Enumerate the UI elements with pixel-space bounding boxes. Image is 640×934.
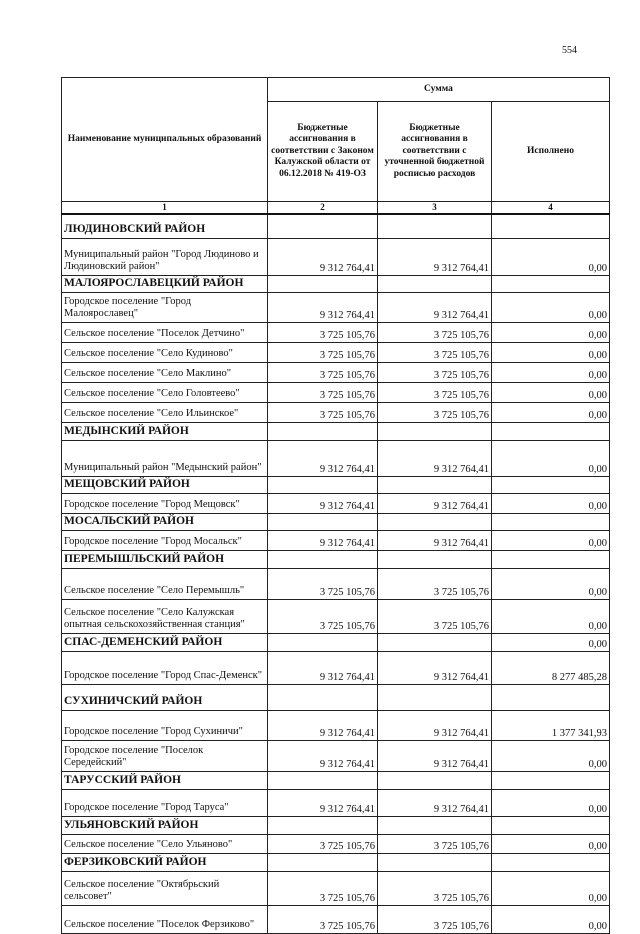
row-name-cell: Городское поселение "Город Спас-Деменск" <box>62 651 268 684</box>
law-allocation-cell: 9 312 764,41 <box>268 238 378 275</box>
revised-allocation-cell <box>378 633 492 651</box>
executed-cell: 0,00 <box>492 342 610 362</box>
row-name-cell: МАЛОЯРОСЛАВЕЦКИЙ РАЙОН <box>62 275 268 292</box>
revised-allocation-cell: 9 312 764,41 <box>378 493 492 513</box>
district-row <box>62 422 610 440</box>
revised-allocation-cell: 3 725 105,76 <box>378 342 492 362</box>
law-allocation-cell <box>268 816 378 834</box>
row-name-cell: Сельское поселение "Село Ульяново" <box>62 834 268 853</box>
table-row <box>62 493 610 513</box>
budget-table <box>61 77 610 934</box>
revised-allocation-cell <box>378 853 492 871</box>
law-allocation-cell: 9 312 764,41 <box>268 440 378 476</box>
law-allocation-cell: 9 312 764,41 <box>268 740 378 771</box>
table-row <box>62 905 610 933</box>
law-allocation-cell <box>268 476 378 493</box>
law-allocation-cell: 3 725 105,76 <box>268 382 378 402</box>
row-name-cell: МЕЩОВСКИЙ РАЙОН <box>62 476 268 493</box>
revised-allocation-cell <box>378 550 492 568</box>
row-name-cell: Сельское поселение "Село Маклино" <box>62 362 268 382</box>
district-row <box>62 476 610 493</box>
revised-allocation-cell: 3 725 105,76 <box>378 834 492 853</box>
district-row <box>62 550 610 568</box>
row-name-cell: Сельское поселение "Село Перемышль" <box>62 568 268 599</box>
district-row <box>62 275 610 292</box>
revised-allocation-cell <box>378 422 492 440</box>
revised-allocation-cell: 9 312 764,41 <box>378 530 492 550</box>
law-allocation-cell <box>268 513 378 530</box>
row-name-cell: Городское поселение "Город Мосальск" <box>62 530 268 550</box>
law-allocation-cell: 9 312 764,41 <box>268 651 378 684</box>
table-row <box>62 292 610 322</box>
row-name-cell: Городское поселение "Город Мещовск" <box>62 493 268 513</box>
row-name-cell: Городское поселение "Город Сухиничи" <box>62 710 268 740</box>
executed-cell: 0,00 <box>492 633 610 651</box>
district-row <box>62 633 610 651</box>
row-name-cell: Сельское поселение "Село Калужская опытная сельскохозяйственная станция" <box>62 599 268 633</box>
law-allocation-cell: 9 312 764,41 <box>268 789 378 816</box>
row-name-cell: Городское поселение "Город Малоярославец" <box>62 292 268 322</box>
executed-cell: 0,00 <box>492 834 610 853</box>
law-allocation-cell: 3 725 105,76 <box>268 568 378 599</box>
revised-allocation-cell: 3 725 105,76 <box>378 905 492 933</box>
revised-allocation-cell: 3 725 105,76 <box>378 568 492 599</box>
row-name-cell: Муниципальный район "Город Людиново и Людиновский район" <box>62 238 268 275</box>
revised-allocation-cell: 9 312 764,41 <box>378 651 492 684</box>
row-name-cell: МОСАЛЬСКИЙ РАЙОН <box>62 513 268 530</box>
revised-allocation-cell: 9 312 764,41 <box>378 238 492 275</box>
law-allocation-cell: 3 725 105,76 <box>268 322 378 342</box>
row-name-cell: Сельское поселение "Село Кудиново" <box>62 342 268 362</box>
table-row <box>62 238 610 275</box>
law-allocation-cell <box>268 853 378 871</box>
page-number: 554 <box>562 45 577 56</box>
table-row <box>62 599 610 633</box>
revised-allocation-cell <box>378 513 492 530</box>
executed-cell <box>492 275 610 292</box>
law-allocation-cell: 3 725 105,76 <box>268 905 378 933</box>
law-allocation-cell: 3 725 105,76 <box>268 834 378 853</box>
table-row <box>62 342 610 362</box>
column-index-2: 2 <box>268 202 378 215</box>
revised-allocation-cell <box>378 816 492 834</box>
row-name-cell: Сельское поселение "Октябрьский сельсовет" <box>62 871 268 905</box>
executed-cell: 8 277 485,28 <box>492 651 610 684</box>
revised-allocation-cell: 9 312 764,41 <box>378 710 492 740</box>
executed-cell: 0,00 <box>492 440 610 476</box>
table-row <box>62 382 610 402</box>
district-row <box>62 816 610 834</box>
executed-cell: 0,00 <box>492 871 610 905</box>
revised-allocation-cell: 3 725 105,76 <box>378 871 492 905</box>
executed-cell: 0,00 <box>492 905 610 933</box>
executed-cell: 0,00 <box>492 292 610 322</box>
executed-cell <box>492 422 610 440</box>
law-allocation-cell: 3 725 105,76 <box>268 342 378 362</box>
column-header-law-allocation: Бюджетные ассигнования в соответствии с Законом Калужской области от 06.12.2018 № 419-ОЗ <box>268 102 378 202</box>
table-row <box>62 440 610 476</box>
law-allocation-cell <box>268 771 378 789</box>
revised-allocation-cell: 9 312 764,41 <box>378 440 492 476</box>
law-allocation-cell: 3 725 105,76 <box>268 599 378 633</box>
table-body <box>62 214 610 933</box>
executed-cell <box>492 476 610 493</box>
revised-allocation-cell <box>378 275 492 292</box>
revised-allocation-cell: 9 312 764,41 <box>378 789 492 816</box>
row-name-cell: Муниципальный район "Медынский район" <box>62 440 268 476</box>
revised-allocation-cell: 9 312 764,41 <box>378 740 492 771</box>
table-row <box>62 568 610 599</box>
district-row <box>62 513 610 530</box>
law-allocation-cell: 9 312 764,41 <box>268 493 378 513</box>
district-row <box>62 771 610 789</box>
row-name-cell: ЛЮДИНОВСКИЙ РАЙОН <box>62 214 268 238</box>
executed-cell: 0,00 <box>492 568 610 599</box>
law-allocation-cell <box>268 214 378 238</box>
law-allocation-cell: 3 725 105,76 <box>268 362 378 382</box>
district-row <box>62 684 610 710</box>
law-allocation-cell: 3 725 105,76 <box>268 871 378 905</box>
table-row <box>62 710 610 740</box>
executed-cell <box>492 550 610 568</box>
table-row <box>62 362 610 382</box>
row-name-cell: МЕДЫНСКИЙ РАЙОН <box>62 422 268 440</box>
row-name-cell: Сельское поселение "Поселок Детчино" <box>62 322 268 342</box>
revised-allocation-cell: 3 725 105,76 <box>378 382 492 402</box>
revised-allocation-cell <box>378 214 492 238</box>
revised-allocation-cell <box>378 771 492 789</box>
table-row <box>62 322 610 342</box>
executed-cell: 0,00 <box>492 530 610 550</box>
row-name-cell: Сельское поселение "Село Ильинское" <box>62 402 268 422</box>
column-header-revised-allocation: Бюджетные ассигнования в соответствии с уточненной бюджетной росписью расходов <box>378 102 492 202</box>
law-allocation-cell <box>268 633 378 651</box>
law-allocation-cell: 9 312 764,41 <box>268 710 378 740</box>
law-allocation-cell <box>268 275 378 292</box>
executed-cell: 0,00 <box>492 362 610 382</box>
table-row <box>62 834 610 853</box>
executed-cell <box>492 816 610 834</box>
executed-cell: 0,00 <box>492 789 610 816</box>
column-header-sum: Сумма <box>268 78 610 102</box>
revised-allocation-cell: 3 725 105,76 <box>378 362 492 382</box>
revised-allocation-cell: 3 725 105,76 <box>378 402 492 422</box>
executed-cell: 0,00 <box>492 599 610 633</box>
executed-cell: 0,00 <box>492 493 610 513</box>
row-name-cell: Городское поселение "Город Таруса" <box>62 789 268 816</box>
row-name-cell: СУХИНИЧСКИЙ РАЙОН <box>62 684 268 710</box>
column-header-executed: Исполнено <box>492 102 610 202</box>
executed-cell <box>492 214 610 238</box>
law-allocation-cell <box>268 684 378 710</box>
executed-cell: 0,00 <box>492 382 610 402</box>
row-name-cell: ТАРУССКИЙ РАЙОН <box>62 771 268 789</box>
revised-allocation-cell: 9 312 764,41 <box>378 292 492 322</box>
row-name-cell: ФЕРЗИКОВСКИЙ РАЙОН <box>62 853 268 871</box>
executed-cell: 0,00 <box>492 322 610 342</box>
executed-cell: 0,00 <box>492 402 610 422</box>
executed-cell <box>492 771 610 789</box>
executed-cell: 0,00 <box>492 740 610 771</box>
revised-allocation-cell: 3 725 105,76 <box>378 322 492 342</box>
column-index-4: 4 <box>492 202 610 215</box>
column-index-3: 3 <box>378 202 492 215</box>
executed-cell: 0,00 <box>492 238 610 275</box>
revised-allocation-cell <box>378 476 492 493</box>
table-row <box>62 871 610 905</box>
executed-cell <box>492 684 610 710</box>
table-row <box>62 651 610 684</box>
table-row <box>62 530 610 550</box>
district-row <box>62 214 610 238</box>
table-row <box>62 740 610 771</box>
executed-cell: 1 377 341,93 <box>492 710 610 740</box>
row-name-cell: Городское поселение "Поселок Середейский" <box>62 740 268 771</box>
revised-allocation-cell <box>378 684 492 710</box>
row-name-cell: СПАС-ДЕМЕНСКИЙ РАЙОН <box>62 633 268 651</box>
table-row <box>62 402 610 422</box>
row-name-cell: Сельское поселение "Поселок Ферзиково" <box>62 905 268 933</box>
law-allocation-cell: 9 312 764,41 <box>268 292 378 322</box>
executed-cell <box>492 853 610 871</box>
district-row <box>62 853 610 871</box>
law-allocation-cell <box>268 422 378 440</box>
column-header-name: Наименование муниципальных образований <box>62 78 268 202</box>
row-name-cell: Сельское поселение "Село Головтеево" <box>62 382 268 402</box>
law-allocation-cell: 9 312 764,41 <box>268 530 378 550</box>
column-index-1: 1 <box>62 202 268 215</box>
law-allocation-cell: 3 725 105,76 <box>268 402 378 422</box>
row-name-cell: УЛЬЯНОВСКИЙ РАЙОН <box>62 816 268 834</box>
executed-cell <box>492 513 610 530</box>
revised-allocation-cell: 3 725 105,76 <box>378 599 492 633</box>
table-row <box>62 789 610 816</box>
law-allocation-cell <box>268 550 378 568</box>
row-name-cell: ПЕРЕМЫШЛЬСКИЙ РАЙОН <box>62 550 268 568</box>
